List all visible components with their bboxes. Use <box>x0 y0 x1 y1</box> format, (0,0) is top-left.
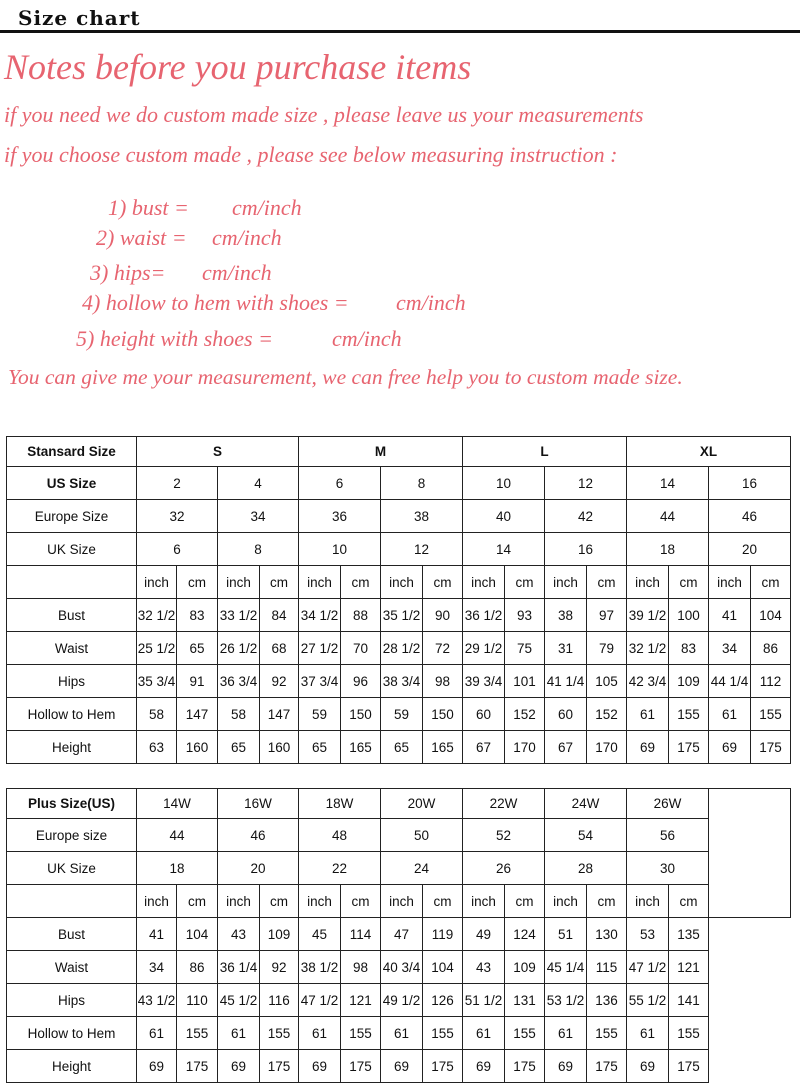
inch-value-cell: 53 1/2 <box>545 984 587 1017</box>
inch-value-cell: 67 <box>463 731 505 764</box>
uk-size-label: UK Size <box>7 533 137 566</box>
inch-value-cell: 42 3/4 <box>627 665 669 698</box>
us-size-row <box>7 467 791 500</box>
inch-value-cell: 60 <box>545 698 587 731</box>
cm-value-cell: 104 <box>177 918 218 951</box>
measure-bust <box>108 195 302 221</box>
cm-value-cell: 135 <box>669 918 709 951</box>
inch-value-cell: 40 3/4 <box>381 951 423 984</box>
inch-value-cell: 47 1/2 <box>627 951 669 984</box>
inch-value-cell: 44 1/4 <box>709 665 751 698</box>
cm-value-cell: 175 <box>587 1050 627 1083</box>
unit-inch-cell: inch <box>463 566 505 599</box>
unit-cm-cell: cm <box>177 566 218 599</box>
inch-value-cell: 47 <box>381 918 423 951</box>
unit-cm-cell: cm <box>587 566 627 599</box>
unit-cm-cell: cm <box>505 885 545 918</box>
cm-value-cell: 175 <box>669 1050 709 1083</box>
inch-value-cell: 55 1/2 <box>627 984 669 1017</box>
cm-value-cell: 147 <box>260 698 299 731</box>
cm-value-cell: 155 <box>587 1017 627 1050</box>
inch-value-cell: 29 1/2 <box>463 632 505 665</box>
inch-value-cell: 26 1/2 <box>218 632 260 665</box>
plus-size-cell: 20W <box>381 789 463 819</box>
plus-blank-column <box>709 789 791 918</box>
inch-value-cell: 69 <box>627 1050 669 1083</box>
plus-europe-cell: 52 <box>463 819 545 852</box>
us-size-cell: 10 <box>463 467 545 500</box>
cm-value-cell: 165 <box>423 731 463 764</box>
cm-value-cell: 68 <box>260 632 299 665</box>
cm-value-cell: 136 <box>587 984 627 1017</box>
cm-value-cell: 90 <box>423 599 463 632</box>
plus-row-label: Bust <box>7 918 137 951</box>
unit-cm-cell: cm <box>751 566 791 599</box>
plus-unit-row <box>7 885 791 918</box>
measure-hollow-to-hem-label: 4) hollow to hem with shoes = <box>82 290 349 315</box>
unit-inch-cell: inch <box>299 566 341 599</box>
plus-unit-empty-cell <box>7 885 137 918</box>
inch-value-cell: 33 1/2 <box>218 599 260 632</box>
plus-size-table-wrap <box>6 788 791 1083</box>
cm-value-cell: 155 <box>260 1017 299 1050</box>
cm-value-cell: 109 <box>260 918 299 951</box>
size-chart-title: Size chart <box>18 6 141 30</box>
inch-value-cell: 45 <box>299 918 341 951</box>
cm-value-cell: 70 <box>341 632 381 665</box>
inch-value-cell: 45 1/4 <box>545 951 587 984</box>
cm-value-cell: 170 <box>587 731 627 764</box>
unit-cm-cell: cm <box>505 566 545 599</box>
inch-value-cell: 43 <box>218 918 260 951</box>
inch-value-cell: 51 1/2 <box>463 984 505 1017</box>
unit-cm-cell: cm <box>669 885 709 918</box>
unit-inch-cell: inch <box>381 566 423 599</box>
inch-value-cell: 43 <box>463 951 505 984</box>
inch-value-cell: 34 <box>709 632 751 665</box>
cm-value-cell: 83 <box>177 599 218 632</box>
us-size-cell: 14 <box>627 467 709 500</box>
notes-footer: You can give me your measurement, we can free help you to custom made size. <box>8 365 683 389</box>
cm-value-cell: 104 <box>751 599 791 632</box>
cm-value-cell: 65 <box>177 632 218 665</box>
cm-value-cell: 160 <box>177 731 218 764</box>
standard-row-waist <box>7 632 791 665</box>
plus-uk-cell: 28 <box>545 852 627 885</box>
standard-row-label: Waist <box>7 632 137 665</box>
header-divider <box>0 30 800 33</box>
plus-row-label: Height <box>7 1050 137 1083</box>
plus-size-cell: 24W <box>545 789 627 819</box>
cm-value-cell: 175 <box>177 1050 218 1083</box>
plus-europe-cell: 54 <box>545 819 627 852</box>
us-size-cell: 2 <box>137 467 218 500</box>
cm-value-cell: 100 <box>669 599 709 632</box>
plus-size-cell: 22W <box>463 789 545 819</box>
inch-value-cell: 38 1/2 <box>299 951 341 984</box>
measure-height-label: 5) height with shoes = <box>76 326 273 351</box>
unit-inch-cell: inch <box>627 885 669 918</box>
cm-value-cell: 116 <box>260 984 299 1017</box>
inch-value-cell: 49 1/2 <box>381 984 423 1017</box>
cm-value-cell: 86 <box>751 632 791 665</box>
unit-cm-cell: cm <box>341 566 381 599</box>
cm-value-cell: 96 <box>341 665 381 698</box>
plus-header-row <box>7 789 791 819</box>
inch-value-cell: 61 <box>299 1017 341 1050</box>
inch-value-cell: 69 <box>137 1050 177 1083</box>
inch-value-cell: 34 1/2 <box>299 599 341 632</box>
inch-value-cell: 69 <box>381 1050 423 1083</box>
standard-row-label: Bust <box>7 599 137 632</box>
inch-value-cell: 41 1/4 <box>545 665 587 698</box>
cm-value-cell: 155 <box>751 698 791 731</box>
cm-value-cell: 75 <box>505 632 545 665</box>
cm-value-cell: 112 <box>751 665 791 698</box>
cm-value-cell: 175 <box>260 1050 299 1083</box>
plus-uk-cell: 30 <box>627 852 709 885</box>
inch-value-cell: 39 1/2 <box>627 599 669 632</box>
cm-value-cell: 72 <box>423 632 463 665</box>
cm-value-cell: 109 <box>669 665 709 698</box>
inch-value-cell: 61 <box>545 1017 587 1050</box>
inch-value-cell: 65 <box>299 731 341 764</box>
uk-size-cell: 16 <box>545 533 627 566</box>
cm-value-cell: 83 <box>669 632 709 665</box>
cm-value-cell: 170 <box>505 731 545 764</box>
inch-value-cell: 43 1/2 <box>137 984 177 1017</box>
standard-unit-row <box>7 566 791 599</box>
inch-value-cell: 36 1/2 <box>463 599 505 632</box>
standard-row-label: Hollow to Hem <box>7 698 137 731</box>
standard-measure-rows <box>7 599 791 764</box>
cm-value-cell: 147 <box>177 698 218 731</box>
uk-size-cell: 6 <box>137 533 218 566</box>
plus-uk-label: UK Size <box>7 852 137 885</box>
cm-value-cell: 155 <box>669 698 709 731</box>
standard-size-table <box>6 436 791 764</box>
cm-value-cell: 115 <box>587 951 627 984</box>
inch-value-cell: 34 <box>137 951 177 984</box>
size-group-m: M <box>299 437 463 467</box>
plus-size-cell: 16W <box>218 789 299 819</box>
unit-cm-cell: cm <box>341 885 381 918</box>
cm-value-cell: 152 <box>587 698 627 731</box>
inch-value-cell: 67 <box>545 731 587 764</box>
plus-size-cell: 18W <box>299 789 381 819</box>
standard-row-label: Height <box>7 731 137 764</box>
inch-value-cell: 25 1/2 <box>137 632 177 665</box>
cm-value-cell: 110 <box>177 984 218 1017</box>
cm-value-cell: 119 <box>423 918 463 951</box>
measure-waist-unit: cm/inch <box>212 225 282 250</box>
cm-value-cell: 155 <box>341 1017 381 1050</box>
unit-cm-cell: cm <box>260 885 299 918</box>
cm-value-cell: 131 <box>505 984 545 1017</box>
inch-value-cell: 58 <box>137 698 177 731</box>
inch-value-cell: 61 <box>627 698 669 731</box>
cm-value-cell: 175 <box>669 731 709 764</box>
unit-row-empty-cell <box>7 566 137 599</box>
cm-value-cell: 91 <box>177 665 218 698</box>
cm-value-cell: 130 <box>587 918 627 951</box>
plus-europe-row <box>7 819 791 852</box>
size-group-l: L <box>463 437 627 467</box>
uk-size-cell: 8 <box>218 533 299 566</box>
europe-size-cell: 36 <box>299 500 381 533</box>
plus-size-cell: 14W <box>137 789 218 819</box>
inch-value-cell: 28 1/2 <box>381 632 423 665</box>
unit-inch-cell: inch <box>299 885 341 918</box>
uk-size-cell: 18 <box>627 533 709 566</box>
cm-value-cell: 84 <box>260 599 299 632</box>
plus-size-cell: 26W <box>627 789 709 819</box>
us-size-label: US Size <box>7 467 137 500</box>
plus-europe-cell: 48 <box>299 819 381 852</box>
inch-value-cell: 51 <box>545 918 587 951</box>
unit-inch-cell: inch <box>545 885 587 918</box>
inch-value-cell: 69 <box>299 1050 341 1083</box>
measure-hips-label: 3) hips= <box>90 260 166 285</box>
cm-value-cell: 92 <box>260 665 299 698</box>
plus-uk-cell: 20 <box>218 852 299 885</box>
unit-cm-cell: cm <box>423 566 463 599</box>
plus-size-table <box>6 788 791 1083</box>
unit-cm-cell: cm <box>260 566 299 599</box>
cm-value-cell: 101 <box>505 665 545 698</box>
us-size-cell: 4 <box>218 467 299 500</box>
inch-value-cell: 61 <box>627 1017 669 1050</box>
standard-row-hips <box>7 665 791 698</box>
inch-value-cell: 27 1/2 <box>299 632 341 665</box>
inch-value-cell: 61 <box>218 1017 260 1050</box>
cm-value-cell: 109 <box>505 951 545 984</box>
plus-uk-cell: 18 <box>137 852 218 885</box>
plus-uk-cell: 26 <box>463 852 545 885</box>
cm-value-cell: 175 <box>751 731 791 764</box>
measure-waist-label: 2) waist = <box>96 225 187 250</box>
standard-row-label: Hips <box>7 665 137 698</box>
plus-europe-cell: 46 <box>218 819 299 852</box>
inch-value-cell: 41 <box>709 599 751 632</box>
us-size-cell: 6 <box>299 467 381 500</box>
inch-value-cell: 59 <box>381 698 423 731</box>
cm-value-cell: 152 <box>505 698 545 731</box>
europe-size-cell: 46 <box>709 500 791 533</box>
inch-value-cell: 69 <box>627 731 669 764</box>
plus-measure-rows <box>7 918 791 1083</box>
cm-value-cell: 155 <box>505 1017 545 1050</box>
cm-value-cell: 175 <box>423 1050 463 1083</box>
plus-europe-label: Europe size <box>7 819 137 852</box>
inch-value-cell: 63 <box>137 731 177 764</box>
inch-value-cell: 65 <box>381 731 423 764</box>
plus-row-height <box>7 1050 791 1083</box>
measure-height-unit: cm/inch <box>332 326 402 351</box>
cm-value-cell: 86 <box>177 951 218 984</box>
europe-size-row <box>7 500 791 533</box>
unit-inch-cell: inch <box>381 885 423 918</box>
inch-value-cell: 49 <box>463 918 505 951</box>
cm-value-cell: 92 <box>260 951 299 984</box>
us-size-cell: 8 <box>381 467 463 500</box>
inch-value-cell: 69 <box>709 731 751 764</box>
cm-value-cell: 79 <box>587 632 627 665</box>
inch-value-cell: 35 1/2 <box>381 599 423 632</box>
cm-value-cell: 175 <box>505 1050 545 1083</box>
cm-value-cell: 98 <box>423 665 463 698</box>
inch-value-cell: 37 3/4 <box>299 665 341 698</box>
notes-title: Notes before you purchase items <box>4 47 472 87</box>
uk-size-cell: 20 <box>709 533 791 566</box>
europe-size-cell: 40 <box>463 500 545 533</box>
unit-inch-cell: inch <box>218 885 260 918</box>
inch-value-cell: 59 <box>299 698 341 731</box>
standard-row-hollow-to-hem <box>7 698 791 731</box>
inch-value-cell: 38 <box>545 599 587 632</box>
europe-size-cell: 38 <box>381 500 463 533</box>
standard-size-table-wrap <box>6 436 791 764</box>
plus-europe-cell: 44 <box>137 819 218 852</box>
europe-size-cell: 42 <box>545 500 627 533</box>
cm-value-cell: 88 <box>341 599 381 632</box>
measure-hips-unit: cm/inch <box>202 260 272 285</box>
inch-value-cell: 35 3/4 <box>137 665 177 698</box>
cm-value-cell: 175 <box>341 1050 381 1083</box>
inch-value-cell: 58 <box>218 698 260 731</box>
europe-size-label: Europe Size <box>7 500 137 533</box>
standard-row-bust <box>7 599 791 632</box>
uk-size-row <box>7 533 791 566</box>
notes-line-instruction: if you choose custom made , please see below measuring instruction : <box>4 142 618 167</box>
size-group-s: S <box>137 437 299 467</box>
europe-size-cell: 34 <box>218 500 299 533</box>
inch-value-cell: 61 <box>463 1017 505 1050</box>
plus-row-hips <box>7 984 791 1017</box>
plus-row-hollow-to-hem <box>7 1017 791 1050</box>
uk-size-cell: 12 <box>381 533 463 566</box>
unit-cm-cell: cm <box>587 885 627 918</box>
inch-value-cell: 36 3/4 <box>218 665 260 698</box>
standard-header-row <box>7 437 791 467</box>
notes-line-custom-size: if you need we do custom made size , please leave us your measurements <box>4 102 644 127</box>
cm-value-cell: 126 <box>423 984 463 1017</box>
measure-waist <box>96 225 282 251</box>
plus-row-label: Hips <box>7 984 137 1017</box>
unit-cm-cell: cm <box>177 885 218 918</box>
inch-value-cell: 69 <box>218 1050 260 1083</box>
unit-inch-cell: inch <box>545 566 587 599</box>
inch-value-cell: 65 <box>218 731 260 764</box>
plus-uk-row <box>7 852 791 885</box>
inch-value-cell: 60 <box>463 698 505 731</box>
measure-bust-label: 1) bust = <box>108 195 189 220</box>
cm-value-cell: 155 <box>669 1017 709 1050</box>
unit-inch-cell: inch <box>709 566 751 599</box>
europe-size-cell: 32 <box>137 500 218 533</box>
plus-size-heading: Plus Size(US) <box>7 789 137 819</box>
standard-size-heading: Stansard Size <box>7 437 137 467</box>
inch-value-cell: 69 <box>545 1050 587 1083</box>
unit-inch-cell: inch <box>137 885 177 918</box>
plus-europe-cell: 56 <box>627 819 709 852</box>
measure-hollow-to-hem <box>82 290 466 316</box>
inch-value-cell: 36 1/4 <box>218 951 260 984</box>
inch-value-cell: 47 1/2 <box>299 984 341 1017</box>
measure-hollow-to-hem-unit: cm/inch <box>396 290 466 315</box>
cm-value-cell: 150 <box>423 698 463 731</box>
europe-size-cell: 44 <box>627 500 709 533</box>
cm-value-cell: 124 <box>505 918 545 951</box>
unit-inch-cell: inch <box>463 885 505 918</box>
inch-value-cell: 38 3/4 <box>381 665 423 698</box>
cm-value-cell: 165 <box>341 731 381 764</box>
uk-size-cell: 14 <box>463 533 545 566</box>
plus-row-bust <box>7 918 791 951</box>
inch-value-cell: 32 1/2 <box>627 632 669 665</box>
plus-europe-cell: 50 <box>381 819 463 852</box>
cm-value-cell: 160 <box>260 731 299 764</box>
plus-row-waist <box>7 951 791 984</box>
cm-value-cell: 150 <box>341 698 381 731</box>
unit-inch-cell: inch <box>627 566 669 599</box>
plus-uk-cell: 24 <box>381 852 463 885</box>
measure-bust-unit: cm/inch <box>232 195 302 220</box>
cm-value-cell: 98 <box>341 951 381 984</box>
unit-cm-cell: cm <box>669 566 709 599</box>
cm-value-cell: 104 <box>423 951 463 984</box>
us-size-cell: 16 <box>709 467 791 500</box>
cm-value-cell: 141 <box>669 984 709 1017</box>
inch-value-cell: 31 <box>545 632 587 665</box>
inch-value-cell: 39 3/4 <box>463 665 505 698</box>
plus-uk-cell: 22 <box>299 852 381 885</box>
measure-hips <box>90 260 272 286</box>
inch-value-cell: 69 <box>463 1050 505 1083</box>
inch-value-cell: 32 1/2 <box>137 599 177 632</box>
cm-value-cell: 93 <box>505 599 545 632</box>
size-group-xl: XL <box>627 437 791 467</box>
cm-value-cell: 97 <box>587 599 627 632</box>
cm-value-cell: 155 <box>177 1017 218 1050</box>
standard-row-height <box>7 731 791 764</box>
cm-value-cell: 155 <box>423 1017 463 1050</box>
inch-value-cell: 41 <box>137 918 177 951</box>
cm-value-cell: 114 <box>341 918 381 951</box>
us-size-cell: 12 <box>545 467 627 500</box>
unit-inch-cell: inch <box>218 566 260 599</box>
inch-value-cell: 61 <box>137 1017 177 1050</box>
unit-inch-cell: inch <box>137 566 177 599</box>
cm-value-cell: 121 <box>341 984 381 1017</box>
measure-height <box>76 326 402 352</box>
unit-cm-cell: cm <box>423 885 463 918</box>
cm-value-cell: 105 <box>587 665 627 698</box>
size-chart-header <box>0 0 800 34</box>
inch-value-cell: 61 <box>709 698 751 731</box>
inch-value-cell: 61 <box>381 1017 423 1050</box>
inch-value-cell: 53 <box>627 918 669 951</box>
cm-value-cell: 121 <box>669 951 709 984</box>
plus-row-label: Waist <box>7 951 137 984</box>
uk-size-cell: 10 <box>299 533 381 566</box>
plus-row-label: Hollow to Hem <box>7 1017 137 1050</box>
inch-value-cell: 45 1/2 <box>218 984 260 1017</box>
